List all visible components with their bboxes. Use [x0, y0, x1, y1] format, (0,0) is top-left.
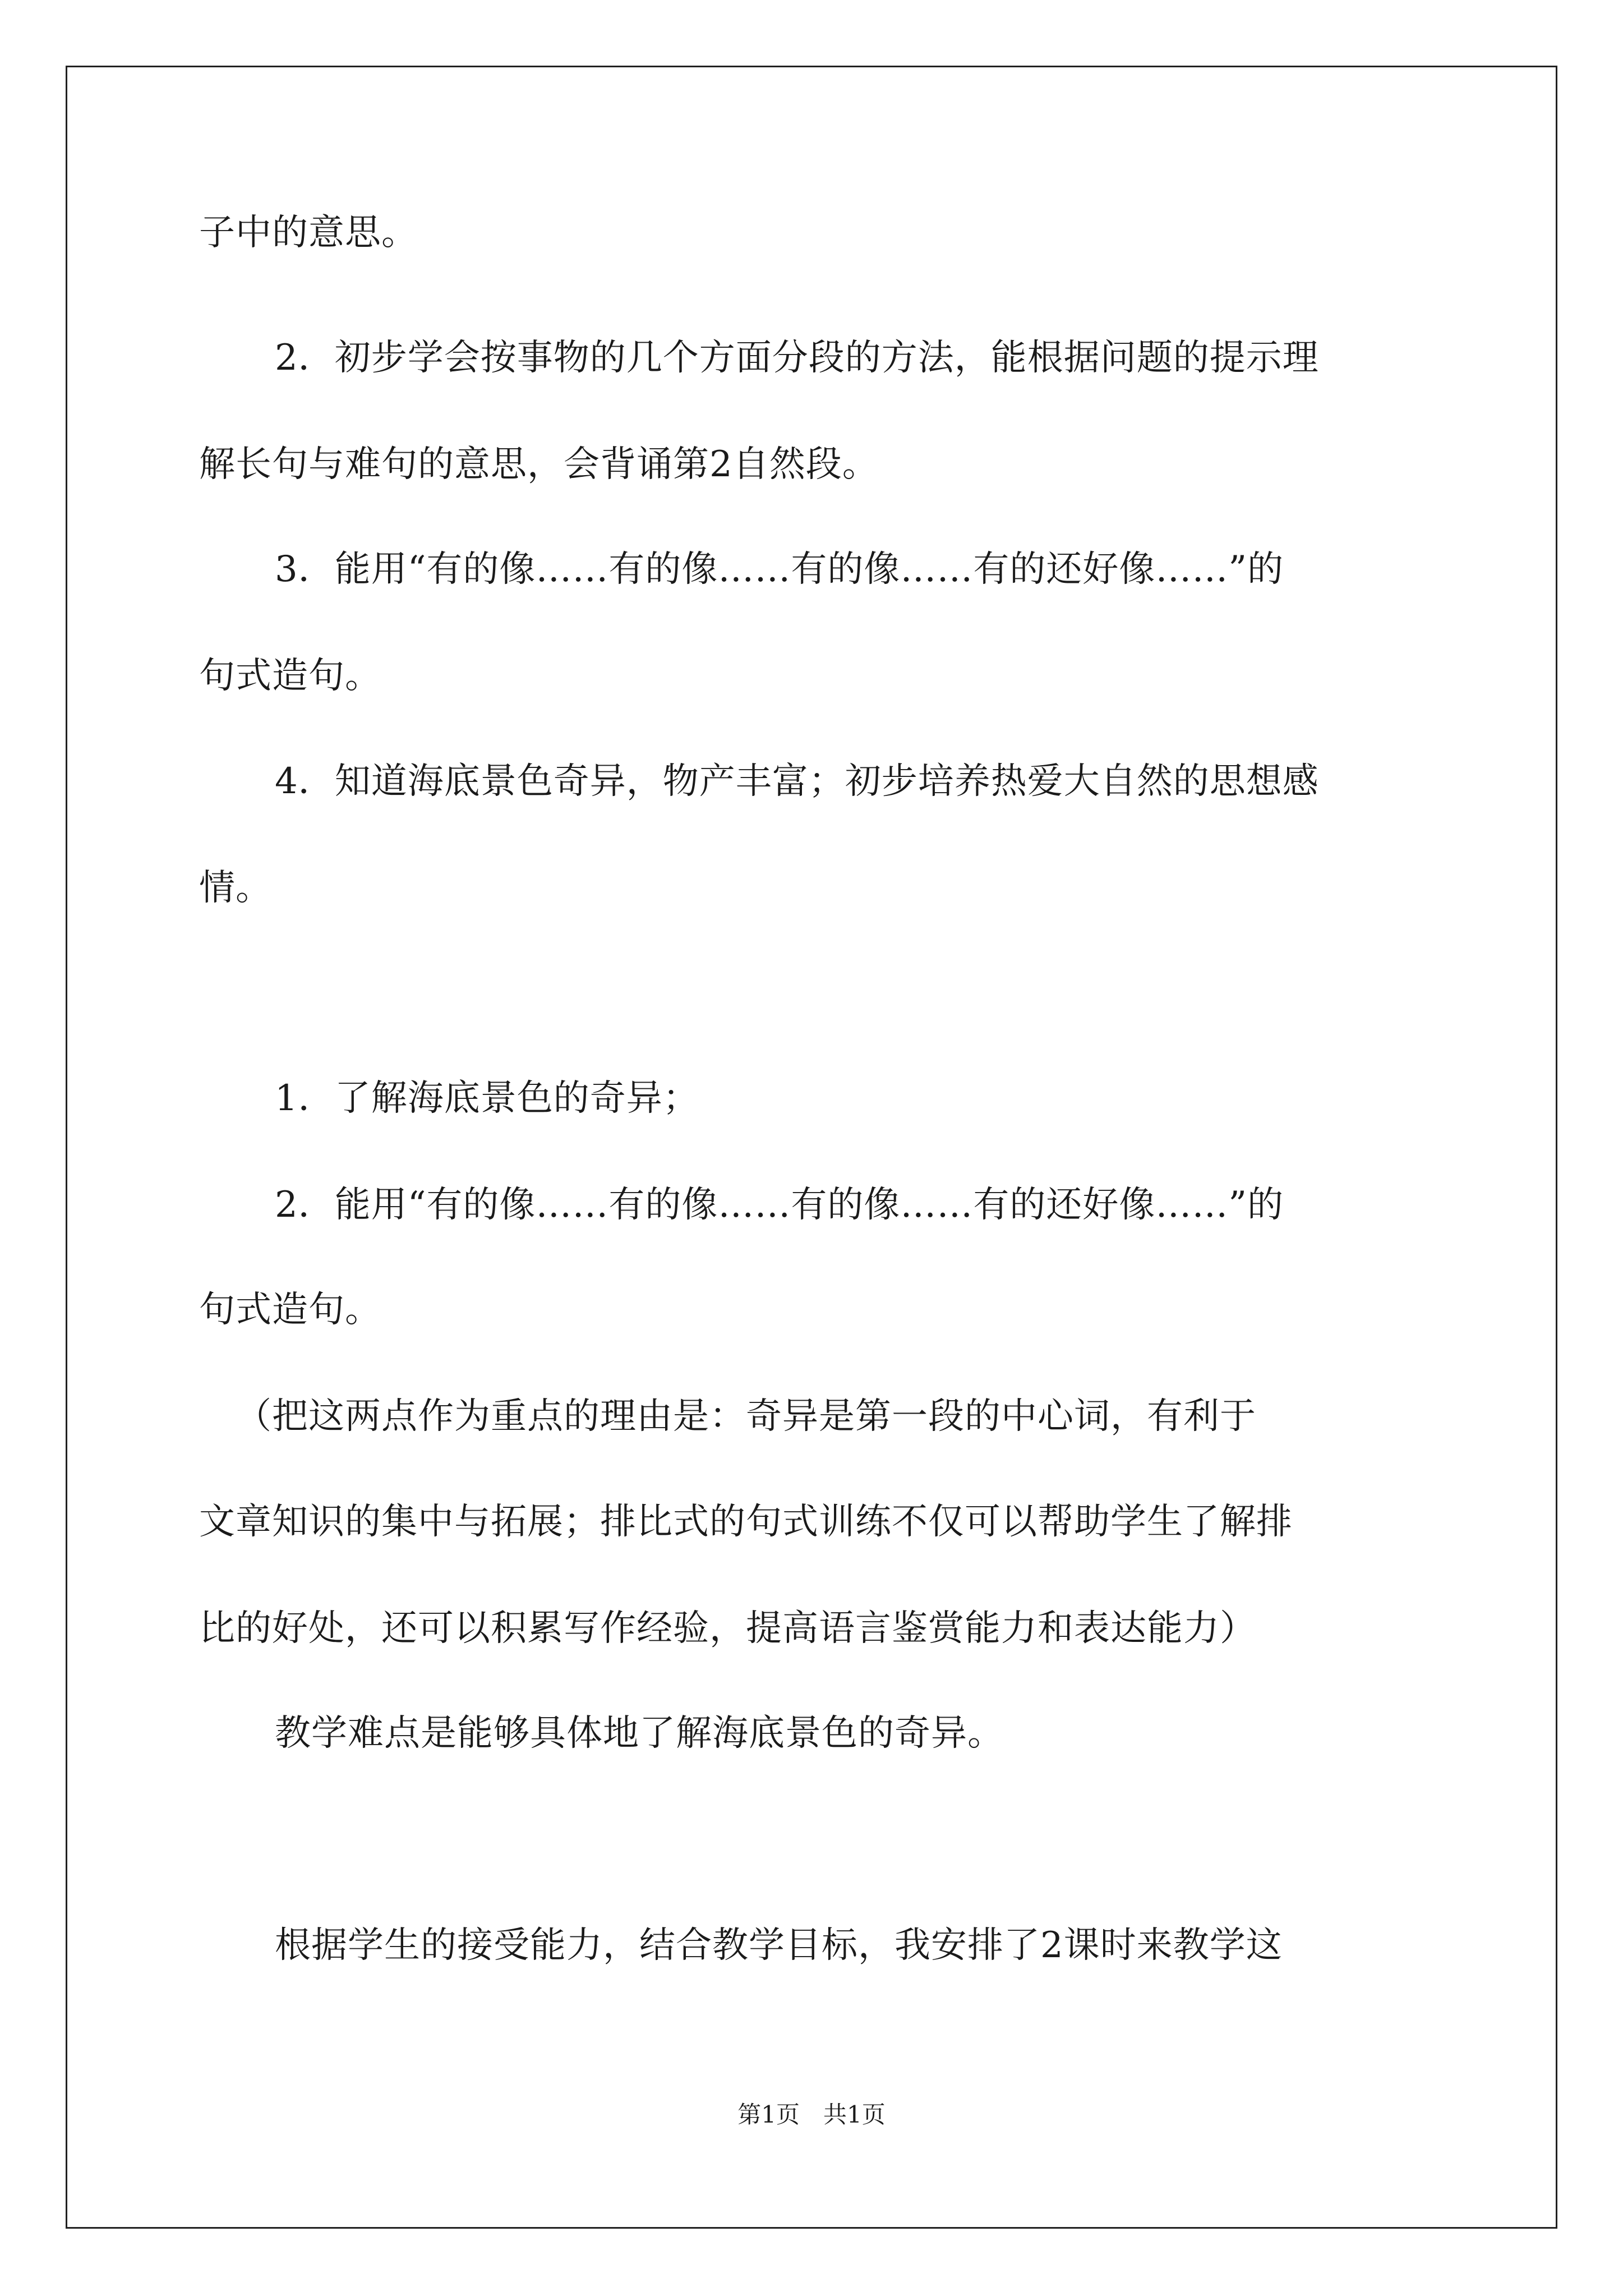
text-line: 比的好处，还可以积累写作经验，提高语言鉴赏能力和表达能力） [199, 1608, 1256, 1649]
text-line: 解长句与难句的意思，会背诵第2自然段。 [199, 444, 879, 485]
text-line: 1．了解海底景色的奇异； [275, 1078, 699, 1119]
text-line: 情。 [199, 867, 272, 909]
text-line: 教学难点是能够具体地了解海底景色的奇异。 [275, 1713, 1004, 1754]
text-line: 2．初步学会按事物的几个方面分段的方法，能根据问题的提示理 [275, 337, 1319, 379]
text-line: 句式造句。 [199, 1289, 381, 1331]
text-line: 2．能用“有的像……有的像……有的像……有的还好像……”的 [275, 1184, 1284, 1226]
page-number: 第1页 共1页 [737, 2101, 886, 2128]
page-frame [66, 66, 1557, 2229]
text-line: 根据学生的接受能力，结合教学目标，我安排了2课时来教学这 [275, 1925, 1283, 1966]
text-line: 文章知识的集中与拓展；排比式的句式训练不仅可以帮助学生了解排 [199, 1501, 1293, 1543]
text-line: 子中的意思。 [199, 212, 418, 254]
text-line: 3．能用“有的像……有的像……有的像……有的还好像……”的 [275, 549, 1284, 590]
text-line: 句式造句。 [199, 655, 381, 697]
text-line: 4．知道海底景色奇异，物产丰富；初步培养热爱大自然的思想感 [275, 761, 1319, 802]
text-line: （把这两点作为重点的理由是：奇异是第一段的中心词，有利于 [236, 1396, 1256, 1437]
